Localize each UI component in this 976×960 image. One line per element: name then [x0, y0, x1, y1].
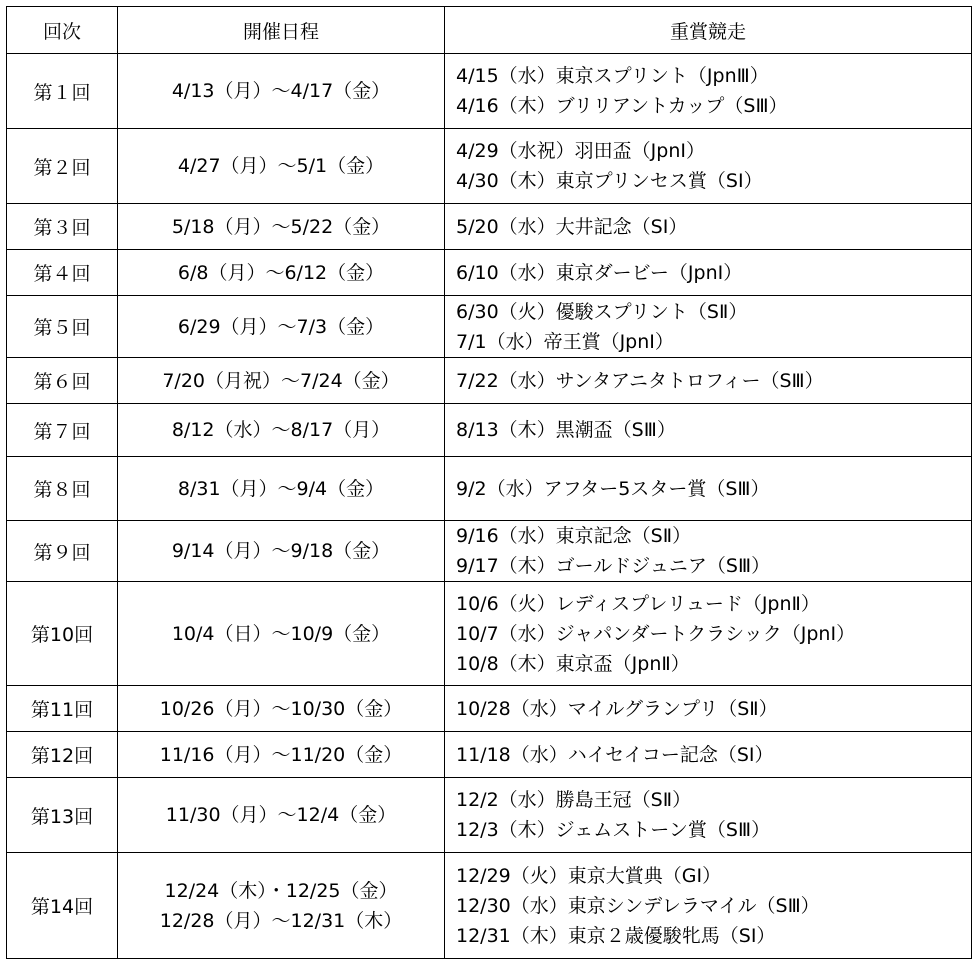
schedule-cell — [118, 457, 445, 521]
race-line: 9/2（水）アフター5スター賞（SⅢ） — [456, 477, 770, 500]
table-row — [7, 358, 972, 404]
round-cell: 第10回 — [7, 582, 118, 686]
schedule-line: 5/18（月）～5/22（金） — [171, 215, 391, 238]
schedule-line: 7/20（月祝）～7/24（金） — [162, 369, 400, 392]
schedule-cell — [118, 54, 445, 129]
schedule-line: 6/29（月）～7/3（金） — [177, 315, 385, 338]
race-line: 10/6（火）レディスプレリュード（JpnⅡ） — [456, 592, 820, 615]
race-line: 4/30（木）東京プリンセス賞（SⅠ） — [456, 170, 763, 192]
race-line: 4/16（木）ブリリアントカップ（SⅢ） — [456, 95, 788, 117]
schedule-line: 6/8（月）～6/12（金） — [177, 261, 385, 284]
race-line: 7/22（水）サンタアニタトロフィー（SⅢ） — [456, 369, 824, 392]
race-line: 9/16（水）東京記念（SⅡ） — [456, 525, 692, 547]
race-schedule-table — [6, 6, 972, 959]
schedule-cell — [118, 521, 445, 582]
races-cell — [445, 457, 972, 521]
races-cell — [445, 778, 972, 853]
race-line: 12/3（木）ジェムストーン賞（SⅢ） — [456, 819, 771, 841]
schedule-cell — [118, 296, 445, 358]
schedule-line: 4/27（月）～5/1（金） — [177, 155, 385, 177]
races-cell — [445, 404, 972, 457]
round-cell: 第３回 — [7, 204, 118, 250]
table-row — [7, 582, 972, 686]
round-cell: 第１回 — [7, 54, 118, 129]
table-row — [7, 129, 972, 204]
race-line: 10/8（木）東京盃（JpnⅡ） — [456, 652, 690, 675]
races-cell — [445, 358, 972, 404]
schedule-line: 8/31（月）～9/4（金） — [177, 477, 385, 500]
race-line: 12/31（木）東京２歳優駿牝馬（SⅠ） — [456, 924, 776, 947]
race-line: 12/30（水）東京シンデレラマイル（SⅢ） — [456, 894, 820, 917]
schedule-line: 9/14（月）～9/18（金） — [171, 540, 391, 562]
table-row — [7, 521, 972, 582]
races-cell — [445, 296, 972, 358]
schedule-line: 12/28（月）～12/31（木） — [159, 909, 403, 932]
races-cell — [445, 582, 972, 686]
race-line: 5/20（水）大井記念（SⅠ） — [456, 215, 688, 238]
schedule-cell — [118, 732, 445, 778]
races-cell — [445, 521, 972, 582]
schedule-cell — [118, 686, 445, 732]
round-cell: 第９回 — [7, 521, 118, 582]
race-line: 10/28（水）マイルグランプリ（SⅡ） — [456, 697, 778, 720]
header-races: 重賞競走 — [445, 7, 972, 54]
race-line: 12/2（水）勝島王冠（SⅡ） — [456, 789, 692, 811]
round-cell: 第13回 — [7, 778, 118, 853]
races-cell — [445, 204, 972, 250]
table-row — [7, 404, 972, 457]
schedule-line: 8/12（水）～8/17（月） — [171, 419, 391, 441]
header-schedule: 開催日程 — [118, 7, 445, 54]
race-line: 12/29（火）東京大賞典（GⅠ） — [456, 864, 722, 887]
header-round: 回次 — [7, 7, 118, 54]
round-cell: 第２回 — [7, 129, 118, 204]
schedule-cell — [118, 129, 445, 204]
schedule-line: 11/16（月）～11/20（金） — [159, 743, 403, 766]
schedule-cell — [118, 204, 445, 250]
round-cell: 第６回 — [7, 358, 118, 404]
schedule-line: 10/26（月）～10/30（金） — [159, 697, 403, 720]
schedule-cell — [118, 853, 445, 959]
round-cell: 第５回 — [7, 296, 118, 358]
race-line: 9/17（木）ゴールドジュニア（SⅢ） — [456, 555, 771, 577]
schedule-line: 11/30（月）～12/4（金） — [165, 804, 397, 826]
schedule-cell — [118, 582, 445, 686]
races-cell — [445, 129, 972, 204]
round-cell: 第７回 — [7, 404, 118, 457]
table-row — [7, 853, 972, 959]
races-cell — [445, 686, 972, 732]
schedule-cell — [118, 250, 445, 296]
races-cell — [445, 54, 972, 129]
schedule-cell — [118, 404, 445, 457]
table-row — [7, 54, 972, 129]
race-line: 4/29（水祝）羽田盃（JpnⅠ） — [456, 140, 705, 162]
table-row — [7, 250, 972, 296]
races-cell — [445, 250, 972, 296]
round-cell: 第12回 — [7, 732, 118, 778]
table-row — [7, 296, 972, 358]
race-line: 6/30（火）優駿スプリント（SⅡ） — [456, 300, 748, 323]
races-cell — [445, 732, 972, 778]
race-line: 6/10（水）東京ダービー（JpnⅠ） — [456, 261, 743, 284]
table-row — [7, 204, 972, 250]
table-row — [7, 732, 972, 778]
schedule-line: 12/24（木）・12/25（金） — [164, 879, 398, 902]
race-line: 10/7（水）ジャパンダートクラシック（JpnⅠ） — [456, 622, 856, 645]
schedule-cell — [118, 358, 445, 404]
table-row — [7, 457, 972, 521]
race-line: 7/1（水）帝王賞（JpnⅠ） — [456, 330, 674, 353]
races-cell — [445, 853, 972, 959]
round-cell: 第４回 — [7, 250, 118, 296]
race-line: 11/18（水）ハイセイコー記念（SⅠ） — [456, 743, 774, 766]
round-cell: 第11回 — [7, 686, 118, 732]
race-line: 4/15（水）東京スプリント（JpnⅢ） — [456, 65, 769, 87]
schedule-line: 10/4（日）～10/9（金） — [171, 622, 391, 645]
schedule-cell — [118, 778, 445, 853]
table-row — [7, 778, 972, 853]
header-row — [7, 7, 972, 54]
table-row — [7, 686, 972, 732]
round-cell: 第８回 — [7, 457, 118, 521]
race-line: 8/13（木）黒潮盃（SⅢ） — [456, 419, 676, 441]
schedule-line: 4/13（月）～4/17（金） — [171, 80, 391, 102]
round-cell: 第14回 — [7, 853, 118, 959]
